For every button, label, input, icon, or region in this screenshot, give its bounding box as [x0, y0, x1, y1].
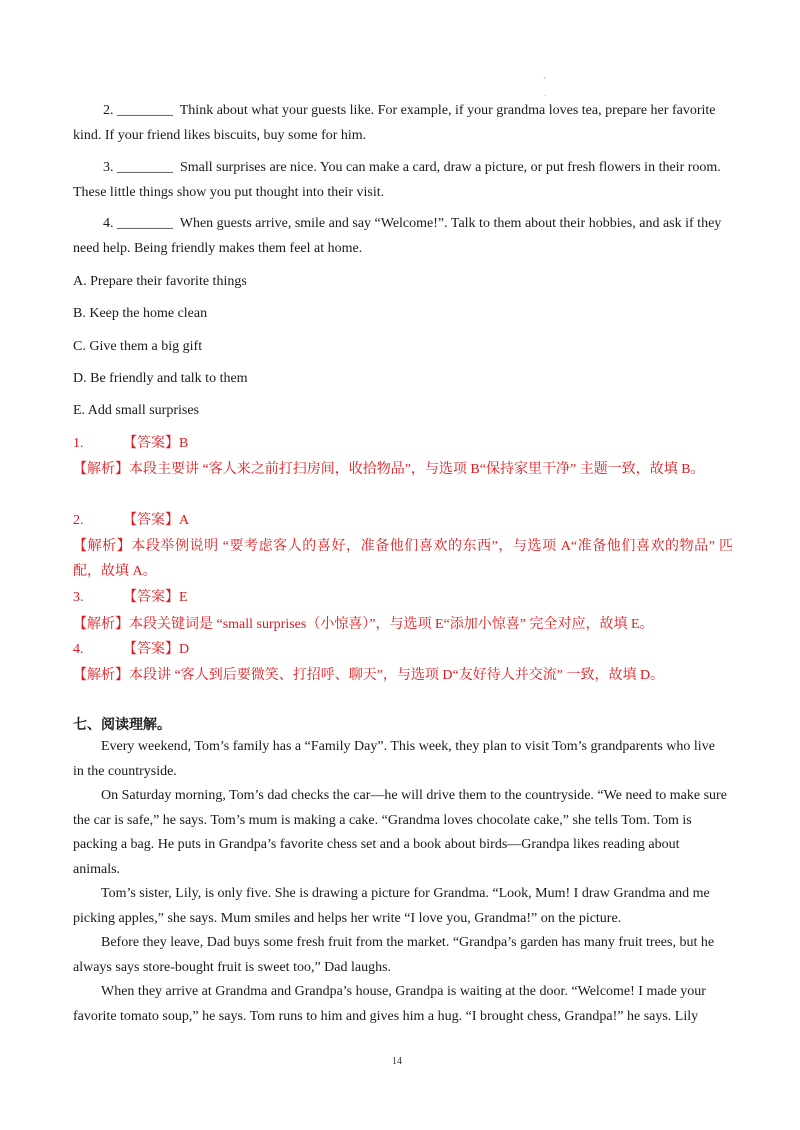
option-b: B. Keep the home clean — [73, 306, 208, 321]
answer-line-3 — [73, 588, 188, 608]
option-a: A. Prepare their favorite things — [73, 274, 247, 289]
passage-paragraph: Before they leave, Dad buys some fresh fruit from the market. “Grandpa’s garden has many fruit trees, but he always says store-bought fruit is sweet too,” Dad laughs. — [73, 935, 715, 975]
answer-line-4 — [73, 640, 189, 660]
answer-line-2 — [73, 511, 189, 531]
page-number: 14 — [392, 1056, 402, 1067]
answer-number: 3. — [73, 590, 84, 605]
explanation-4: 【解析】本段讲 “客人到后要微笑、打招呼、聊天”，与选项 D“友好待人并交流” 一致，故填 D。 — [73, 668, 665, 683]
item-number: 3. — [103, 160, 114, 175]
section-title: 七、阅读理解。 — [73, 717, 171, 733]
option-c: C. Give them a big gift — [73, 339, 203, 354]
passage-paragraph: On Saturday morning, Tom’s dad checks the car—he will drive them to the countryside. “We need to make sure the car is safe,” he says. Tom’s mum is making a cake. “Grandma loves chocolate cake,” she tells Tom. Tom is packing a bag. He puts in Grandpa’s favorite chess set and a book about birds—Grandpa likes reading about animals. — [73, 788, 727, 877]
item-number: 2. — [103, 103, 114, 118]
answer-number: 4. — [73, 642, 84, 657]
answer-line-1 — [73, 434, 188, 454]
question-item-4 — [73, 212, 727, 261]
passage-paragraph: When they arrive at Grandma and Grandpa’s house, Grandpa is waiting at the door. “Welcome! I made your favorite tomato soup,” he says. Tom runs to him and gives him a hug. “I brought chess, Grandpa!” he says. Lily — [73, 984, 706, 1024]
passage-paragraph: Every weekend, Tom’s family has a “Family Day”. This week, they plan to visit Tom’s grandparents who live in the countryside. — [73, 739, 715, 779]
answer-blank: ________ — [117, 216, 173, 231]
option-d: D. Be friendly and talk to them — [73, 371, 248, 386]
explanation-2: 【解析】本段举例说明 “要考虑客人的喜好，准备他们喜欢的东西”，与选项 A“准备他们喜欢的物品” 匹配，故填 A。 — [73, 539, 733, 579]
item-text: Small surprises are nice. You can make a card, draw a picture, or put fresh flowers in their room. These little things show you put thought into their visit. — [73, 160, 721, 200]
passage-paragraph: Tom’s sister, Lily, is only five. She is drawing a picture for Grandma. “Look, Mum! I draw Grandma and me picking apples,” she says. Mum smiles and helps her write “I love you, Grandma!” on the picture. — [73, 886, 710, 926]
scan-mark: · — [544, 92, 547, 100]
answer-label: 【答案】B — [123, 436, 189, 451]
answer-label: 【答案】A — [123, 513, 190, 528]
item-text: When guests arrive, smile and say “Welcome!”. Talk to them about their hobbies, and ask if they need help. Being friendly makes them feel at home. — [73, 216, 722, 256]
scan-mark: ` — [543, 76, 546, 86]
item-text: Think about what your guests like. For example, if your grandma loves tea, prepare her favorite kind. If your friend likes biscuits, buy some for him. — [73, 103, 716, 143]
answer-label: 【答案】E — [123, 590, 188, 605]
question-item-3 — [73, 156, 727, 205]
explanation-3: 【解析】本段关键词是 “small surprises（小惊喜）”，与选项 E“添加小惊喜” 完全对应，故填 E。 — [73, 617, 654, 632]
answer-number: 2. — [73, 513, 84, 528]
answer-label: 【答案】D — [123, 642, 190, 657]
explanation-1: 【解析】本段主要讲 “客人来之前打扫房间，收拾物品”，与选项 B“保持家里干净” 主题一致，故填 B。 — [73, 462, 705, 477]
question-item-2 — [73, 99, 727, 148]
answer-blank: ________ — [117, 160, 173, 175]
option-e: E. Add small surprises — [73, 403, 199, 418]
answer-blank: ________ — [117, 103, 173, 118]
answer-number: 1. — [73, 436, 84, 451]
item-number: 4. — [103, 216, 114, 231]
